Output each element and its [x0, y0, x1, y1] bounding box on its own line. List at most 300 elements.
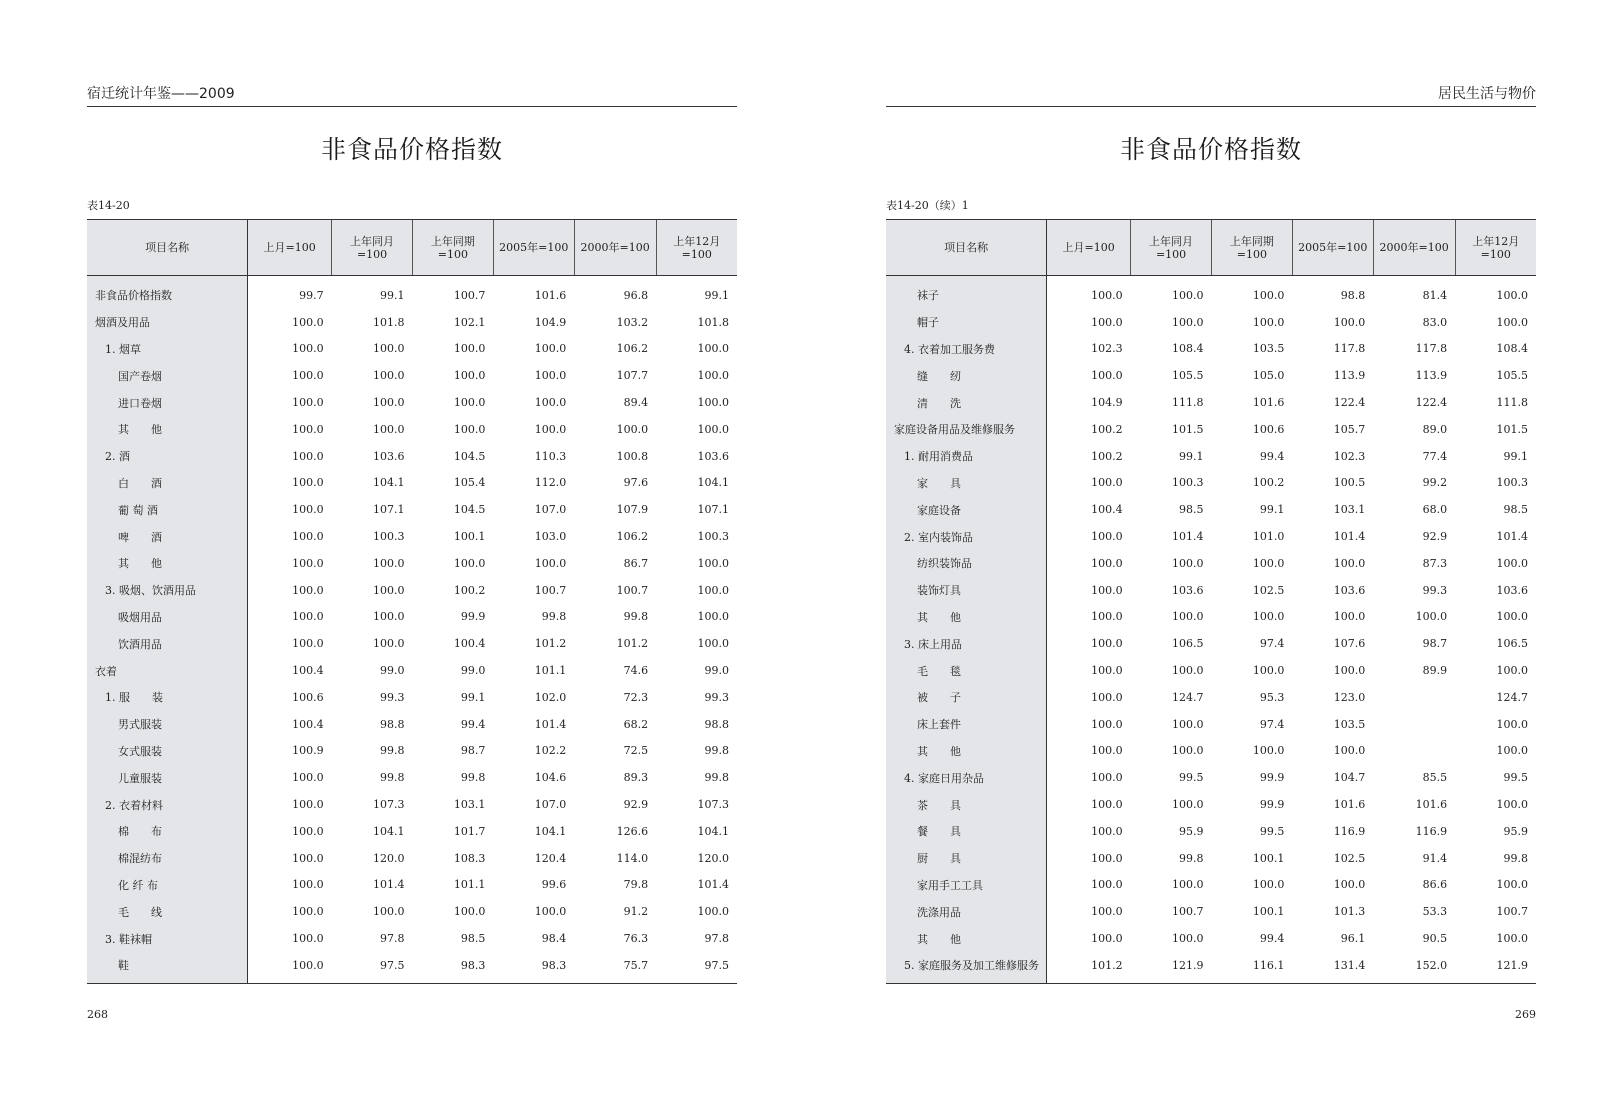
row-value-cell: 100.0 — [1333, 664, 1366, 678]
row-value-cell: 100.0 — [616, 422, 649, 436]
row-value-cell: 100.0 — [697, 422, 729, 436]
row-item-name: 其 他 — [87, 550, 248, 577]
header-same-period-last-year: 上年同期=100 — [412, 220, 493, 276]
row-value-cell: 102.5 — [1333, 851, 1366, 865]
row-value-cell: 122.4 — [1333, 396, 1366, 410]
row-value-cell: 116.9 — [1415, 824, 1448, 838]
row-value-cell: 98.4 — [541, 932, 567, 946]
row-value-cell: 100.2 — [453, 583, 486, 597]
row-value-cell: 100.0 — [292, 583, 324, 597]
row-value-cell: 100.0 — [1091, 690, 1123, 704]
row-value-cell: 98.3 — [493, 952, 574, 983]
row-value-cell: 100.0 — [1496, 556, 1528, 570]
row-item-name: 茶 具 — [886, 791, 1047, 818]
row-value-cell: 101.4 — [1171, 530, 1204, 544]
row-value-cell: 100.0 — [1252, 288, 1285, 302]
row-value-cell: 104.1 — [372, 824, 405, 838]
row-item-name: 进口卷烟 — [87, 389, 248, 416]
row-item-name: 化 纤 布 — [87, 872, 248, 899]
row-value-cell: 102.2 — [534, 744, 567, 758]
header-base-2000: 2000年=100 — [1373, 220, 1455, 276]
row-value-cell: 72.3 — [623, 690, 649, 704]
row-item-name: 4. 家庭日用杂品 — [886, 764, 1047, 791]
row-value-cell: 99.8 — [704, 771, 729, 785]
row-value-cell: 100.0 — [372, 637, 405, 651]
row-item-name: 袜子 — [886, 276, 1047, 309]
table-row — [87, 925, 737, 952]
row-value-cell: 101.0 — [1252, 530, 1285, 544]
table-row — [886, 764, 1536, 791]
header-last-december: 上年12月=100 — [656, 220, 737, 276]
row-value-cell: 100.0 — [534, 396, 567, 410]
row-value-cell: 96.8 — [623, 288, 649, 302]
row-value-cell: 99.3 — [1422, 583, 1448, 597]
page-title-right: 非食品价格指数 — [1119, 135, 1302, 164]
row-item-name: 1. 烟草 — [87, 336, 248, 363]
row-value-cell: 103.6 — [372, 449, 405, 463]
row-value-cell: 107.3 — [697, 798, 729, 812]
row-item-name: 缝 纫 — [886, 362, 1047, 389]
row-item-name: 白 酒 — [87, 470, 248, 497]
page-number-left: 268 — [87, 1008, 108, 1021]
row-value-cell: 99.4 — [1259, 932, 1285, 946]
row-value-cell: 81.4 — [1422, 288, 1448, 302]
row-value-cell: 117.8 — [1415, 342, 1448, 356]
row-value-cell: 99.5 — [1503, 771, 1528, 785]
row-value-cell: 100.0 — [292, 905, 324, 919]
row-value-cell: 104.5 — [453, 503, 486, 517]
row-item-name: 吸烟用品 — [87, 604, 248, 631]
row-value-cell: 100.0 — [292, 422, 324, 436]
table-row — [886, 362, 1536, 389]
row-value-cell: 96.1 — [1340, 932, 1366, 946]
table-row — [886, 952, 1536, 983]
row-value-cell: 100.0 — [372, 369, 405, 383]
row-item-name: 非食品价格指数 — [87, 276, 248, 309]
row-value-cell: 100.0 — [292, 878, 324, 892]
row-value-cell: 100.0 — [1252, 556, 1285, 570]
row-value-cell: 104.9 — [1091, 396, 1123, 410]
table-row — [886, 577, 1536, 604]
row-value-cell: 100.0 — [1091, 771, 1123, 785]
table-row — [886, 738, 1536, 765]
header-same-period-last-year: 上年同期=100 — [1211, 220, 1292, 276]
row-value-cell: 126.6 — [616, 824, 649, 838]
row-value-cell: 107.3 — [372, 798, 405, 812]
row-value-cell: 100.0 — [372, 342, 405, 356]
row-value-cell: 100.0 — [1091, 610, 1123, 624]
row-value-cell: 116.1 — [1211, 952, 1292, 983]
row-value-cell: 111.8 — [1496, 396, 1528, 410]
table-row — [87, 818, 737, 845]
row-value-cell: 100.0 — [1171, 610, 1204, 624]
row-value-cell: 113.9 — [1333, 369, 1366, 383]
row-item-name: 烟酒及用品 — [87, 309, 248, 336]
row-value-cell: 124.7 — [1171, 690, 1204, 704]
table-row — [87, 470, 737, 497]
row-value-cell: 100.0 — [292, 315, 324, 329]
row-value-cell: 152.0 — [1373, 952, 1455, 983]
row-value-cell: 100.0 — [1091, 851, 1123, 865]
row-value-cell: 100.0 — [292, 771, 324, 785]
row-value-cell: 100.0 — [697, 610, 729, 624]
row-value-cell: 101.8 — [697, 315, 729, 329]
row-item-name: 棉 布 — [87, 818, 248, 845]
row-item-name: 男式服装 — [87, 711, 248, 738]
row-value-cell: 101.2 — [534, 637, 567, 651]
row-value-cell: 100.0 — [292, 824, 324, 838]
table-row — [87, 711, 737, 738]
row-item-name: 家 具 — [886, 470, 1047, 497]
row-value-cell: 100.0 — [292, 369, 324, 383]
row-value-cell: 100.7 — [1496, 905, 1528, 919]
row-value-cell: 99.8 — [1503, 851, 1528, 865]
table-number-right: 表14-20（续）1 — [886, 199, 969, 212]
row-value-cell: 99.8 — [379, 771, 405, 785]
row-value-cell: 68.0 — [1422, 503, 1448, 517]
row-item-name: 2. 衣着材料 — [87, 791, 248, 818]
row-value-cell: 99.1 — [460, 690, 486, 704]
row-value-cell: 131.4 — [1292, 952, 1373, 983]
row-value-cell: 100.8 — [616, 449, 649, 463]
row-value-cell: 100.7 — [534, 583, 567, 597]
row-value-cell: 101.4 — [697, 878, 729, 892]
row-item-name: 装饰灯具 — [886, 577, 1047, 604]
row-value-cell: 100.6 — [1252, 422, 1285, 436]
row-item-name: 其 他 — [87, 416, 248, 443]
row-value-cell: 100.0 — [1171, 932, 1204, 946]
row-value-cell: 103.5 — [1252, 342, 1285, 356]
row-value-cell: 100.0 — [372, 556, 405, 570]
row-value-cell: 100.0 — [1252, 744, 1285, 758]
row-value-cell: 100.0 — [1091, 369, 1123, 383]
row-value-cell: 100.0 — [1171, 556, 1204, 570]
row-value-cell: 100.0 — [1496, 744, 1528, 758]
row-value-cell: 100.0 — [453, 422, 486, 436]
row-value-cell: 99.1 — [379, 288, 405, 302]
table-row — [886, 711, 1536, 738]
row-value-cell: 100.0 — [1496, 610, 1528, 624]
table-row — [886, 523, 1536, 550]
row-value-cell: 103.1 — [453, 798, 486, 812]
row-value-cell: 104.1 — [372, 476, 405, 490]
table-row — [87, 684, 737, 711]
header-same-month-last-year: 上年同月=100 — [332, 220, 413, 276]
row-value-cell: 101.5 — [1171, 422, 1204, 436]
row-value-cell: 100.0 — [1171, 878, 1204, 892]
table-row — [886, 309, 1536, 336]
row-value-cell: 89.4 — [623, 396, 649, 410]
row-value-cell: 100.0 — [1091, 932, 1123, 946]
table-row — [87, 952, 737, 983]
row-value-cell: 101.4 — [1496, 530, 1528, 544]
row-value-cell: 100.0 — [1171, 798, 1204, 812]
row-value-cell: 100.0 — [1171, 288, 1204, 302]
row-value-cell: 99.8 — [1178, 851, 1204, 865]
row-value-cell: 79.8 — [623, 878, 649, 892]
row-value-cell: 53.3 — [1422, 905, 1448, 919]
row-value-cell: 111.8 — [1171, 396, 1204, 410]
running-head-left: 宿迁统计年鉴——2009 — [87, 84, 737, 107]
row-item-name: 餐 具 — [886, 818, 1047, 845]
row-value-cell: 100.1 — [1252, 905, 1285, 919]
row-value-cell: 100.0 — [1091, 556, 1123, 570]
row-value-cell: 100.0 — [453, 342, 486, 356]
row-value-cell: 100.0 — [1171, 717, 1204, 731]
row-value-cell: 100.0 — [697, 905, 729, 919]
row-value-cell: 98.7 — [460, 744, 486, 758]
row-value-cell: 99.9 — [1259, 771, 1285, 785]
table-row — [886, 684, 1536, 711]
row-value-cell: 113.9 — [1415, 369, 1448, 383]
row-value-cell: 100.0 — [697, 342, 729, 356]
row-item-name: 毛 线 — [87, 898, 248, 925]
row-value-cell: 100.0 — [1333, 610, 1366, 624]
row-value-cell: 123.0 — [1333, 690, 1366, 704]
table-row — [87, 898, 737, 925]
row-value-cell: 91.2 — [623, 905, 649, 919]
row-value-cell: 101.1 — [534, 664, 567, 678]
header-same-month-last-year: 上年同月=100 — [1131, 220, 1212, 276]
row-value-cell: 103.6 — [1171, 583, 1204, 597]
row-value-cell: 100.0 — [292, 798, 324, 812]
row-value-cell: 101.6 — [534, 288, 567, 302]
row-value-cell: 99.4 — [460, 717, 486, 731]
table-row — [886, 925, 1536, 952]
row-value-cell: 98.8 — [379, 717, 405, 731]
row-value-cell: 100.0 — [372, 422, 405, 436]
row-value-cell: 99.8 — [379, 744, 405, 758]
row-value-cell: 100.0 — [1333, 878, 1366, 892]
row-value-cell: 100.0 — [1171, 315, 1204, 329]
table-row — [886, 898, 1536, 925]
row-value-cell: 101.4 — [372, 878, 405, 892]
row-value-cell: 99.2 — [1422, 476, 1448, 490]
row-value-cell: 89.3 — [623, 771, 649, 785]
row-value-cell: 100.0 — [292, 342, 324, 356]
row-value-cell: 98.5 — [460, 932, 486, 946]
row-value-cell: 100.0 — [1091, 288, 1123, 302]
table-row — [87, 791, 737, 818]
table-row — [87, 630, 737, 657]
row-item-name: 鞋 — [87, 952, 248, 983]
header-last-december: 上年12月=100 — [1455, 220, 1536, 276]
table-row — [886, 845, 1536, 872]
row-value-cell: 108.4 — [1496, 342, 1528, 356]
row-item-name: 棉混纺布 — [87, 845, 248, 872]
row-item-name: 洗涤用品 — [886, 898, 1047, 925]
table-row — [87, 389, 737, 416]
header-prev-month: 上月=100 — [248, 220, 332, 276]
row-value-cell: 97.8 — [704, 932, 729, 946]
header-item-name: 项目名称 — [886, 220, 1047, 276]
row-value-cell: 103.6 — [1496, 583, 1528, 597]
row-value-cell: 100.0 — [453, 556, 486, 570]
row-value-cell: 114.0 — [616, 851, 649, 865]
table-row — [886, 550, 1536, 577]
row-value-cell: 100.0 — [1415, 610, 1448, 624]
row-value-cell: 98.3 — [412, 952, 493, 983]
row-item-name: 饮酒用品 — [87, 630, 248, 657]
row-value-cell: 100.0 — [1252, 878, 1285, 892]
row-value-cell: 103.6 — [1333, 583, 1366, 597]
row-value-cell: 100.0 — [534, 422, 567, 436]
row-value-cell: 89.9 — [1422, 664, 1448, 678]
row-value-cell: 101.4 — [1333, 530, 1366, 544]
row-item-name: 其 他 — [886, 604, 1047, 631]
row-value-cell: 100.0 — [1091, 798, 1123, 812]
row-value-cell: 99.6 — [541, 878, 567, 892]
row-value-cell: 107.0 — [534, 798, 567, 812]
row-value-cell: 100.0 — [1171, 744, 1204, 758]
row-value-cell: 101.1 — [453, 878, 486, 892]
row-value-cell: 100.0 — [1091, 637, 1123, 651]
row-value-cell: 100.0 — [1252, 315, 1285, 329]
row-value-cell: 99.9 — [1259, 798, 1285, 812]
row-value-cell: 100.0 — [1091, 717, 1123, 731]
row-item-name: 清 洗 — [886, 389, 1047, 416]
row-item-name: 被 子 — [886, 684, 1047, 711]
row-value-cell: 100.4 — [453, 637, 486, 651]
table-row — [886, 630, 1536, 657]
table-row — [87, 362, 737, 389]
row-value-cell: 100.0 — [1091, 315, 1123, 329]
row-value-cell: 99.3 — [704, 690, 729, 704]
row-value-cell: 86.7 — [623, 556, 649, 570]
row-value-cell: 100.0 — [697, 556, 729, 570]
row-value-cell: 99.1 — [1503, 449, 1528, 463]
row-value-cell — [1373, 711, 1455, 738]
row-value-cell: 110.3 — [534, 449, 567, 463]
row-value-cell: 101.3 — [1333, 905, 1366, 919]
table-body-left — [87, 276, 737, 984]
row-value-cell: 103.5 — [1333, 717, 1366, 731]
row-value-cell: 102.5 — [1252, 583, 1285, 597]
row-value-cell: 101.8 — [372, 315, 405, 329]
row-value-cell: 104.9 — [534, 315, 567, 329]
row-value-cell: 104.5 — [453, 449, 486, 463]
row-item-name: 1. 耐用消费品 — [886, 443, 1047, 470]
table-row — [886, 389, 1536, 416]
row-value-cell: 100.0 — [292, 503, 324, 517]
row-value-cell: 100.0 — [292, 610, 324, 624]
row-value-cell: 100.0 — [1496, 664, 1528, 678]
table-row — [886, 604, 1536, 631]
row-value-cell: 100.0 — [1252, 664, 1285, 678]
row-item-name: 其 他 — [886, 925, 1047, 952]
row-value-cell: 100.0 — [1091, 878, 1123, 892]
row-value-cell: 103.0 — [534, 530, 567, 544]
row-item-name: 4. 衣着加工服务费 — [886, 336, 1047, 363]
row-value-cell: 100.0 — [248, 952, 332, 983]
row-item-name: 3. 鞋袜帽 — [87, 925, 248, 952]
price-index-table-left — [87, 219, 737, 984]
row-value-cell: 104.7 — [1333, 771, 1366, 785]
row-value-cell: 100.0 — [1496, 878, 1528, 892]
row-value-cell: 103.6 — [697, 449, 729, 463]
row-value-cell: 100.0 — [1496, 717, 1528, 731]
row-value-cell: 100.3 — [697, 530, 729, 544]
row-value-cell: 99.8 — [541, 610, 567, 624]
row-value-cell: 74.6 — [623, 664, 649, 678]
row-value-cell: 98.5 — [1503, 503, 1528, 517]
table-row — [886, 443, 1536, 470]
row-value-cell: 92.9 — [1422, 530, 1448, 544]
row-item-name: 啤 酒 — [87, 523, 248, 550]
row-value-cell: 98.7 — [1422, 637, 1448, 651]
row-value-cell: 100.0 — [1091, 476, 1123, 490]
row-value-cell: 98.8 — [1340, 288, 1366, 302]
table-row — [87, 872, 737, 899]
table-row — [87, 738, 737, 765]
row-value-cell: 105.5 — [1496, 369, 1528, 383]
table-row — [87, 416, 737, 443]
table-row — [87, 657, 737, 684]
table-row — [886, 336, 1536, 363]
header-base-2005: 2005年=100 — [1292, 220, 1373, 276]
row-value-cell: 99.4 — [1259, 449, 1285, 463]
row-value-cell: 100.0 — [1091, 744, 1123, 758]
table-row — [87, 550, 737, 577]
row-value-cell: 107.7 — [616, 369, 649, 383]
row-value-cell: 100.0 — [453, 369, 486, 383]
row-item-name: 衣着 — [87, 657, 248, 684]
row-value-cell: 100.3 — [372, 530, 405, 544]
row-value-cell: 97.5 — [656, 952, 737, 983]
row-value-cell: 92.9 — [623, 798, 649, 812]
row-value-cell: 107.9 — [616, 503, 649, 517]
row-value-cell: 107.1 — [372, 503, 405, 517]
table-header-row — [87, 220, 737, 276]
left-page — [87, 0, 737, 1099]
row-value-cell: 116.9 — [1333, 824, 1366, 838]
header-base-2005: 2005年=100 — [493, 220, 574, 276]
row-value-cell: 100.0 — [534, 369, 567, 383]
row-item-name: 纺织装饰品 — [886, 550, 1047, 577]
table-row — [886, 818, 1536, 845]
row-value-cell: 100.0 — [453, 396, 486, 410]
row-value-cell: 99.8 — [460, 771, 486, 785]
row-value-cell: 121.9 — [1455, 952, 1536, 983]
table-row — [87, 764, 737, 791]
row-item-name: 2. 酒 — [87, 443, 248, 470]
row-value-cell: 102.3 — [1091, 342, 1123, 356]
row-value-cell: 106.2 — [616, 342, 649, 356]
row-value-cell: 100.2 — [1091, 449, 1123, 463]
row-value-cell: 99.5 — [1259, 824, 1285, 838]
row-value-cell: 100.0 — [1333, 556, 1366, 570]
table-row — [886, 791, 1536, 818]
table-row — [886, 872, 1536, 899]
row-value-cell: 100.0 — [1333, 744, 1366, 758]
table-number-left: 表14-20 — [87, 199, 130, 212]
row-value-cell: 98.8 — [704, 717, 729, 731]
row-value-cell: 100.0 — [1496, 315, 1528, 329]
table-row — [87, 443, 737, 470]
row-value-cell: 100.0 — [1091, 905, 1123, 919]
row-item-name: 葡 萄 酒 — [87, 496, 248, 523]
row-item-name: 女式服装 — [87, 738, 248, 765]
table-row — [886, 416, 1536, 443]
row-value-cell: 100.0 — [1252, 610, 1285, 624]
row-value-cell: 100.0 — [292, 637, 324, 651]
row-item-name: 5. 家庭服务及加工维修服务 — [886, 952, 1047, 983]
row-value-cell: 120.4 — [534, 851, 567, 865]
row-value-cell: 89.0 — [1422, 422, 1448, 436]
row-value-cell: 102.3 — [1333, 449, 1366, 463]
row-value-cell: 100.0 — [372, 610, 405, 624]
row-value-cell: 101.7 — [453, 824, 486, 838]
